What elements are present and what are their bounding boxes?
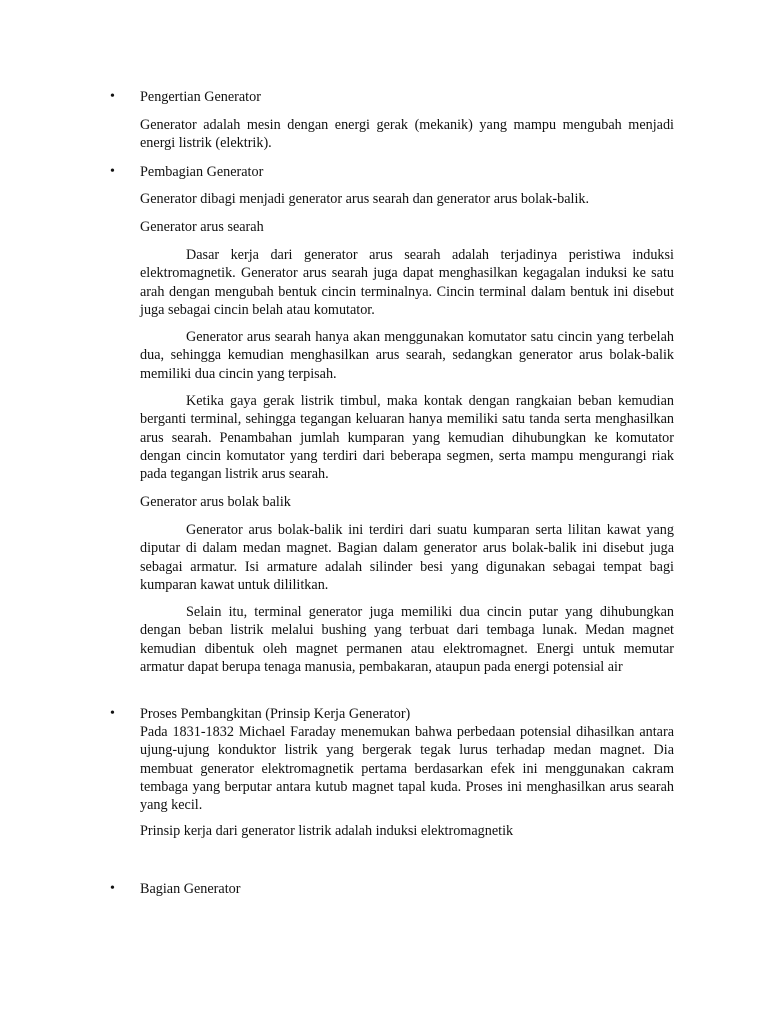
heading-proses: Proses Pembangkitan (Prinsip Kerja Generator) [140, 706, 411, 722]
bullet-marker: • [110, 881, 115, 896]
paragraph-proses: Pada 1831-1832 Michael Faraday menemukan bahwa perbedaan potensial dihasilkan antara ujung-ujung konduktor listrik yang bergerak tegak lurus terhadap medan magnet. Dia membuat generator elektromagnetik pertama berdasarkan efek ini menggunakan cakram tembaga yang berputar antara kutub magnet tapal kuda. Proses ini menghasilkan arus searah yang kecil. [140, 724, 674, 814]
paragraph-searah-1: Dasar kerja dari generator arus searah adalah terjadinya peristiwa induksi elektromagnetik. Generator arus searah juga dapat menghasilkan kegagalan induksi ke satu arah dengan mengubah bentuk cincin terminalnya. Cincin terminal dalam bentuk ini disebut juga sebagai cincin belah atau komutator. [140, 247, 674, 318]
bullet-marker: • [110, 706, 115, 721]
heading-pembagian: Pembagian Generator [140, 164, 264, 180]
heading-bagian: Bagian Generator [140, 881, 241, 897]
bullet-marker: • [110, 89, 115, 104]
paragraph-bolak-balik-2: Selain itu, terminal generator juga memiliki dua cincin putar yang dihubungkan dengan beban listrik melalui bushing yang terbuat dari tembaga lunak. Medan magnet kemudian dibentuk oleh magnet permanen atau elektromagnet. Energi untuk memutar armatur dapat berupa tenaga manusia, pembakaran, ataupun pada energi potensial air [140, 604, 674, 675]
paragraph-pembagian-intro: Generator dibagi menjadi generator arus searah dan generator arus bolak-balik. [140, 191, 590, 207]
subheading-arus-searah: Generator arus searah [140, 219, 264, 235]
bullet-marker: • [110, 164, 115, 179]
paragraph-searah-3: Ketika gaya gerak listrik timbul, maka kontak dengan rangkaian beban kemudian berganti terminal, sehingga tegangan keluaran hanya memiliki satu tanda serta menghasilkan arus searah. Penambahan jumlah kumparan yang kemudian dihubungkan ke komutator dengan cincin komutator yang terdiri dari beberapa segmen, serta mampu mengurangi riak pada tegangan listrik arus searah. [140, 393, 674, 483]
paragraph-bolak-balik-1: Generator arus bolak-balik ini terdiri dari suatu kumparan serta lilitan kawat yang diputar di dalam medan magnet. Bagian dalam generator arus bolak-balik ini disebut juga sebagai armatur. Isi armature adalah silinder besi yang digunakan sebagai tempat bagi kumparan kawat untuk dililitkan. [140, 522, 674, 593]
paragraph-pengertian: Generator adalah mesin dengan energi gerak (mekanik) yang mampu mengubah menjadi energi listrik (elektrik). [140, 117, 674, 152]
heading-pengertian: Pengertian Generator [140, 89, 261, 105]
paragraph-searah-2: Generator arus searah hanya akan menggunakan komutator satu cincin yang terbelah dua, sehingga kemudian menghasilkan arus searah, sedangkan generator arus bolak-balik memiliki dua cincin yang terpisah. [140, 329, 674, 382]
subheading-arus-bolak-balik: Generator arus bolak balik [140, 494, 291, 510]
paragraph-prinsip: Prinsip kerja dari generator listrik adalah induksi elektromagnetik [140, 823, 514, 839]
